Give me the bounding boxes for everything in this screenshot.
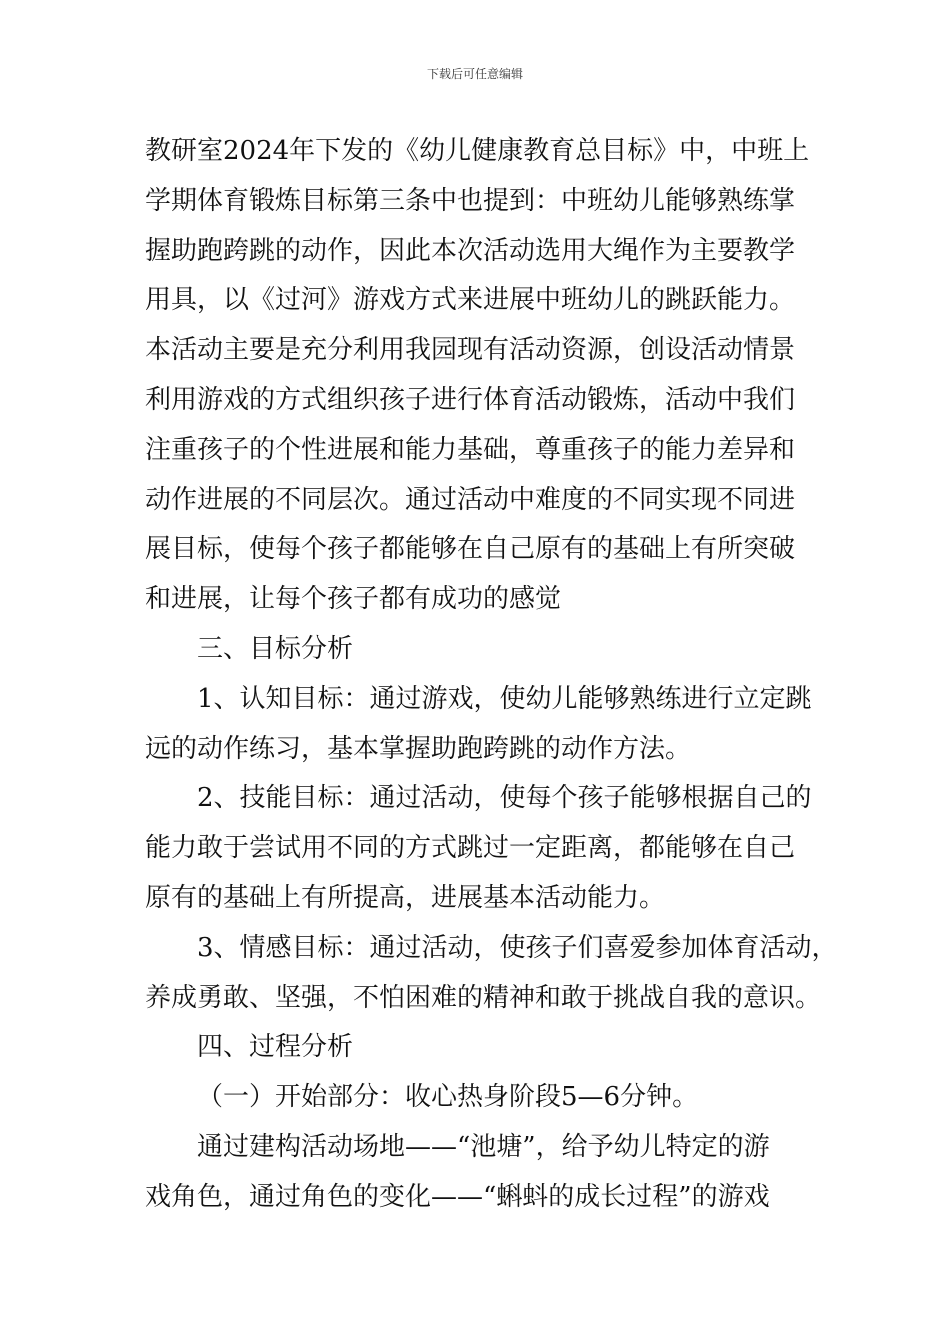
text-line: 用具，以《过河》游戏方式来进展中班幼儿的跳跃能力。 [145,285,796,316]
text-line: 3、情感目标：通过活动，使孩子们喜爱参加体育活动， [197,932,838,963]
text-line: 教研室2024年下发的《幼儿健康教育总目标》中，中班上 [145,136,810,166]
text-line: 握助跑跨跳的动作，因此本次活动选用大绳作为主要教学 [145,235,796,266]
text-line: 展目标，使每个孩子都能够在自己原有的基础上有所突破 [145,534,796,565]
text-line: 和进展，让每个孩子都有成功的感觉 [145,584,562,615]
section-heading: 四、过程分析 [197,1032,354,1063]
text-line: 学期体育锻炼目标第三条中也提到：中班幼儿能够熟练掌 [145,185,796,216]
text-line: 2、技能目标：通过活动，使每个孩子能够根据自己的 [197,783,812,814]
text-line: 远的动作练习，基本掌握助跑跨跳的动作方法。 [145,733,692,764]
text-line: 能力敢于尝试用不同的方式跳过一定距离，都能够在自己 [145,833,796,864]
text-line: 动作进展的不同层次。通过活动中难度的不同实现不同进 [145,484,796,515]
text-line: 戏角色，通过角色的变化——“蝌蚪的成长过程”的游戏 [145,1181,770,1212]
text-line: 利用游戏的方式组织孩子进行体育活动锻炼，活动中我们 [145,384,796,415]
subsection-heading: （一）开始部分：收心热身阶段5—6分钟。 [197,1082,699,1113]
text-line: 1、认知目标：通过游戏，使幼儿能够熟练进行立定跳 [197,683,812,714]
text-line: 通过建构活动场地——“池塘”，给予幼儿特定的游 [197,1131,770,1162]
page-header: 下载后可任意编辑 [426,67,523,81]
text-line: 注重孩子的个性进展和能力基础，尊重孩子的能力差异和 [145,434,796,465]
text-line: 养成勇敢、坚强，不怕困难的精神和敢于挑战自我的意识。 [145,982,822,1013]
section-heading: 三、目标分析 [197,633,354,664]
text-line: 本活动主要是充分利用我园现有活动资源，创设活动情景 [145,335,796,366]
text-line: 原有的基础上有所提高，进展基本活动能力。 [145,882,666,913]
document-body [145,131,845,1227]
